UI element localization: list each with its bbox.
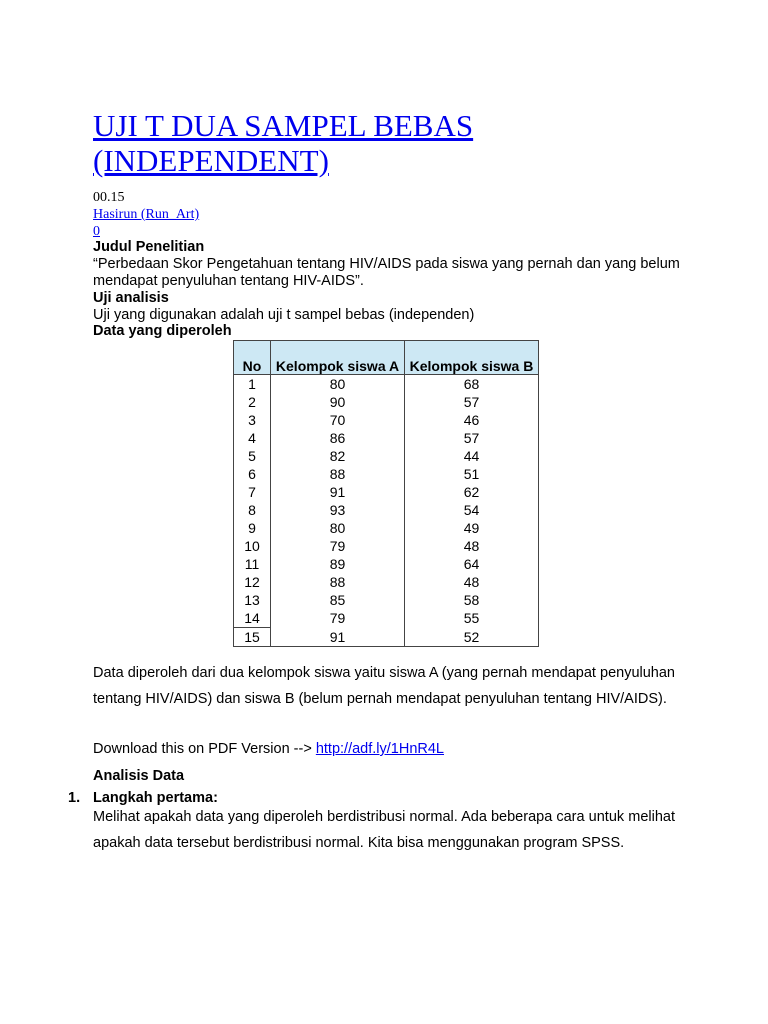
table-row: [234, 447, 539, 465]
cell-group-b: 51: [405, 465, 539, 483]
cell-no: 6: [234, 465, 271, 483]
table-row: [234, 483, 539, 501]
cell-group-a: 70: [271, 411, 405, 429]
table-row: [234, 537, 539, 555]
cell-group-a: 91: [271, 628, 405, 647]
download-paragraph: [93, 736, 675, 762]
cell-no: 14: [234, 609, 271, 628]
post-title-link[interactable]: UJI T DUA SAMPEL BEBAS (INDEPENDENT): [93, 108, 474, 178]
cell-no: 4: [234, 429, 271, 447]
judul-heading: Judul Penelitian: [93, 239, 205, 255]
table-row: [234, 375, 539, 394]
cell-group-a: 82: [271, 447, 405, 465]
cell-group-b: 52: [405, 628, 539, 647]
post-time: 00.15: [93, 190, 125, 205]
cell-group-b: 64: [405, 555, 539, 573]
analisis-heading: Analisis Data: [93, 768, 185, 784]
table-header-row: [234, 341, 539, 375]
cell-group-b: 54: [405, 501, 539, 519]
cell-group-a: 86: [271, 429, 405, 447]
cell-no: 2: [234, 393, 271, 411]
cell-group-a: 80: [271, 375, 405, 394]
cell-no: 13: [234, 591, 271, 609]
comments-link[interactable]: 0: [93, 224, 100, 239]
table-row: [234, 429, 539, 447]
cell-group-b: 68: [405, 375, 539, 394]
cell-group-a: 79: [271, 537, 405, 555]
step-number: 1.: [68, 790, 81, 806]
table-row: [234, 393, 539, 411]
cell-no: 11: [234, 555, 271, 573]
table-row: [234, 501, 539, 519]
download-label: Download this on PDF Version -->: [93, 741, 316, 757]
cell-no: 8: [234, 501, 271, 519]
table-row: [234, 519, 539, 537]
cell-group-b: 48: [405, 537, 539, 555]
cell-group-b: 57: [405, 393, 539, 411]
cell-group-a: 85: [271, 591, 405, 609]
header-group-a: Kelompok siswa A: [271, 341, 405, 375]
cell-group-a: 89: [271, 555, 405, 573]
table-row: [234, 573, 539, 591]
cell-group-b: 55: [405, 609, 539, 628]
table-row: [234, 411, 539, 429]
cell-group-a: 88: [271, 573, 405, 591]
download-link[interactable]: http://adf.ly/1HnR4L: [315, 741, 445, 757]
table-row: [234, 609, 539, 628]
header-no: No: [234, 341, 271, 375]
step-title: Langkah pertama:: [93, 790, 218, 806]
cell-no: 9: [234, 519, 271, 537]
cell-no: 1: [234, 375, 271, 394]
cell-group-a: 93: [271, 501, 405, 519]
step-paragraph: Melihat apakah data yang diperoleh berdistribusi normal. Ada beberapa cara untuk melihat apakah data tersebut berdistribusi normal. Kita bisa menggunakan program SPSS.: [93, 809, 675, 851]
cell-group-b: 46: [405, 411, 539, 429]
cell-group-b: 62: [405, 483, 539, 501]
table-row: [234, 465, 539, 483]
cell-group-b: 48: [405, 573, 539, 591]
header-group-b: Kelompok siswa B: [405, 341, 539, 375]
cell-group-b: 44: [405, 447, 539, 465]
cell-group-a: 80: [271, 519, 405, 537]
cell-no: 7: [234, 483, 271, 501]
cell-group-a: 79: [271, 609, 405, 628]
uji-heading: Uji analisis: [93, 290, 169, 306]
author-link[interactable]: Hasirun (Run_Art): [93, 207, 200, 222]
table-row: [234, 591, 539, 609]
cell-group-b: 57: [405, 429, 539, 447]
description-paragraph: Data diperoleh dari dua kelompok siswa yaitu siswa A (yang pernah mendapat penyuluhan tentang HIV/AIDS) dan siswa B (belum pernah mendapat penyuluhan tentang HIV/AIDS).: [93, 665, 675, 707]
cell-no: 5: [234, 447, 271, 465]
judul-text: “Perbedaan Skor Pengetahuan tentang HIV/AIDS pada siswa yang pernah dan yang belum mendapat penyuluhan tentang HIV-AIDS”.: [93, 256, 680, 289]
cell-group-b: 49: [405, 519, 539, 537]
table-row: [234, 555, 539, 573]
table-row: [234, 628, 539, 647]
data-table: [233, 340, 539, 647]
cell-no: 3: [234, 411, 271, 429]
cell-group-b: 58: [405, 591, 539, 609]
cell-no: 15: [234, 628, 271, 647]
cell-group-a: 90: [271, 393, 405, 411]
uji-text: Uji yang digunakan adalah uji t sampel bebas (independen): [93, 307, 475, 323]
cell-group-a: 88: [271, 465, 405, 483]
cell-no: 12: [234, 573, 271, 591]
cell-group-a: 91: [271, 483, 405, 501]
cell-no: 10: [234, 537, 271, 555]
data-heading: Data yang diperoleh: [93, 323, 232, 339]
